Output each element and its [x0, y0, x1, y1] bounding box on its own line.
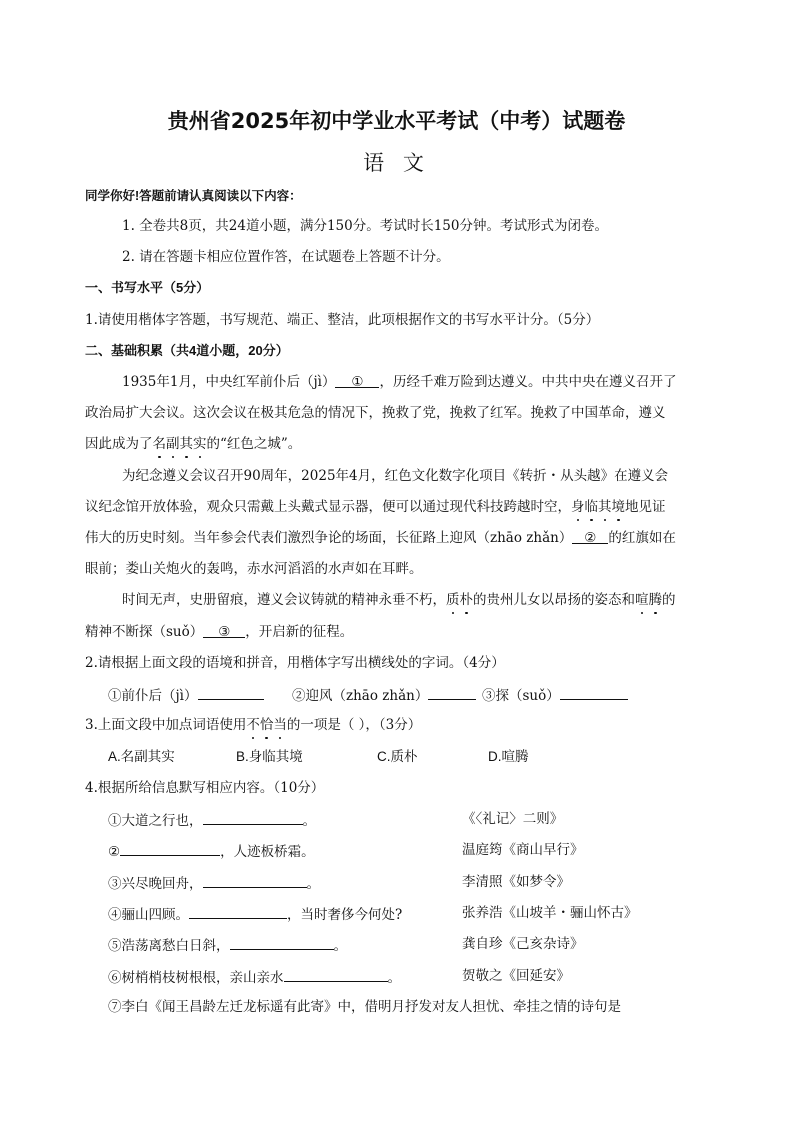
dotted-char: 临 [584, 499, 598, 515]
option-b[interactable]: B.身临其境 [236, 749, 303, 764]
question-2-stem: 2.请根据上面文段的语境和拼音，用楷体字写出横线处的字词。（4分） [85, 655, 505, 671]
recite-source-3: 李清照《如梦令》 [462, 874, 570, 890]
dotted-char: 实 [193, 436, 207, 452]
question-3-stem: 3.上面文段中加点词语使用不恰当的一项是（ ），（3分） [85, 717, 422, 733]
blank-3[interactable]: ③ [203, 622, 245, 638]
dotted-char: 朴 [459, 592, 473, 608]
notice-item-1: 1. 全卷共8页，共24道小题，满分150分。考试时长150分钟。考试形式为闭卷。 [122, 218, 608, 234]
blank-1[interactable]: ① [335, 372, 379, 388]
recite-source-2: 温庭筠《商山早行》 [462, 842, 584, 858]
recite-item-3: ③兴尽晚回舟， 。 [108, 872, 320, 894]
dotted-char: 喧 [635, 592, 649, 608]
dotted-char: 腾 [648, 592, 662, 608]
dotted-char: 名 [152, 436, 166, 452]
passage-line: 伟大的历史时刻。当年参会代表们激烈争论的场面，长征路上迎风（zhāo zhǎn） ② 的红旗如在 [85, 530, 676, 546]
answer-field[interactable] [560, 684, 628, 700]
answer-field[interactable] [189, 903, 287, 919]
dotted-char: 其 [598, 499, 612, 515]
option-c[interactable]: C.质朴 [377, 749, 418, 764]
answer-field[interactable] [203, 872, 307, 888]
exam-title: 贵州省2025年初中学业水平考试（中考）试题卷 [167, 109, 626, 133]
question-1: 1.请使用楷体字答题，书写规范、端正、整洁，此项根据作文的书写水平计分。（5分） [85, 312, 600, 328]
recite-source-5: 龚自珍《己亥杂诗》 [462, 936, 584, 952]
recite-item-4: ④骊山四顾。 ，当时奢侈今何处? [108, 903, 402, 925]
subject-title: 语 文 [363, 151, 430, 175]
notice-item-2: 2. 请在答题卡相应位置作答，在试题卷上答题不计分。 [122, 249, 450, 265]
recite-source-4: 张养浩《山坡羊・骊山怀古》 [462, 905, 638, 921]
question-2-item-2: ②迎风（zhāo zhǎn） [292, 684, 476, 706]
recite-item-1: ①大道之行也， 。 [108, 809, 316, 831]
answer-field[interactable] [230, 934, 334, 950]
recite-item-7: ⑦李白《闻王昌龄左迁龙标遥有此寄》中，借明月抒发对友人担忧、牵挂之情的诗句是 [108, 999, 621, 1015]
passage-line: 时间无声，史册留痕，遵义会议铸就的精神永垂不朽，质朴的贵州儿女以昂扬的姿态和喧腾的 [122, 592, 676, 608]
dotted-char: 质 [446, 592, 460, 608]
recite-item-5: ⑤浩荡离愁白日斜， 。 [108, 934, 347, 956]
dotted-char: 副 [166, 436, 180, 452]
answer-field[interactable] [284, 966, 388, 982]
recite-item-2: ② ，人迹板桥霜。 [108, 840, 315, 862]
answer-field[interactable] [428, 684, 476, 700]
dotted-char: 其 [179, 436, 193, 452]
dotted-char: 当 [273, 717, 287, 733]
section1-heading: 一、书写水平（5分） [85, 280, 210, 295]
passage-line: 议纪念馆开放体验，观众只需戴上头戴式显示器，便可以通过现代科技跨越时空，身临其境地见证 [85, 499, 666, 515]
recite-source-1: 《〈礼记〉二则》 [462, 811, 564, 827]
answer-field[interactable] [203, 809, 303, 825]
blank-2[interactable]: ② [572, 528, 608, 544]
passage-line: 精神不断探（suǒ） ③ ，开启新的征程。 [85, 624, 354, 640]
option-a[interactable]: A.名副其实 [108, 749, 175, 764]
dotted-char: 恰 [259, 717, 274, 733]
section2-heading: 二、基础积累（共4道小题，20分） [85, 343, 289, 358]
answer-field[interactable] [120, 840, 220, 856]
passage-line: 因此成为了名副其实的“红色之城”。 [85, 436, 302, 452]
passage-line: 1935年1月，中央红军前仆后（jì） ① ，历经千难万险到达遵义。中共中央在遵义召开了 [122, 374, 677, 390]
notice-heading: 同学你好!答题前请认真阅读以下内容： [85, 189, 302, 203]
dotted-char: 身 [571, 499, 585, 515]
recite-source-6: 贺敬之《回延安》 [462, 968, 570, 984]
passage-line: 为纪念遵义会议召开90周年，2025年4月，红色文化数字化项目《转折・从头越》在遵义会 [122, 468, 669, 484]
dotted-char: 不 [246, 717, 260, 733]
question-2-item-3: ③探（suǒ） [482, 684, 628, 706]
passage-line: 政治局扩大会议。这次会议在极其危急的情况下，挽救了党，挽救了红军。挽救了中国革命，遵义 [85, 405, 666, 421]
dotted-char: 境 [611, 499, 625, 515]
question-2-item-1: ①前仆后（jì） [108, 684, 264, 706]
passage-line: 眼前；娄山关炮火的轰鸣，赤水河滔滔的水声如在耳畔。 [85, 561, 423, 577]
recite-item-6: ⑥树梢梢枝树根根，亲山亲水 。 [108, 966, 401, 988]
answer-field[interactable] [198, 684, 264, 700]
option-d[interactable]: D.喧腾 [488, 749, 529, 764]
question-4-stem: 4.根据所给信息默写相应内容。（10分） [85, 780, 325, 796]
